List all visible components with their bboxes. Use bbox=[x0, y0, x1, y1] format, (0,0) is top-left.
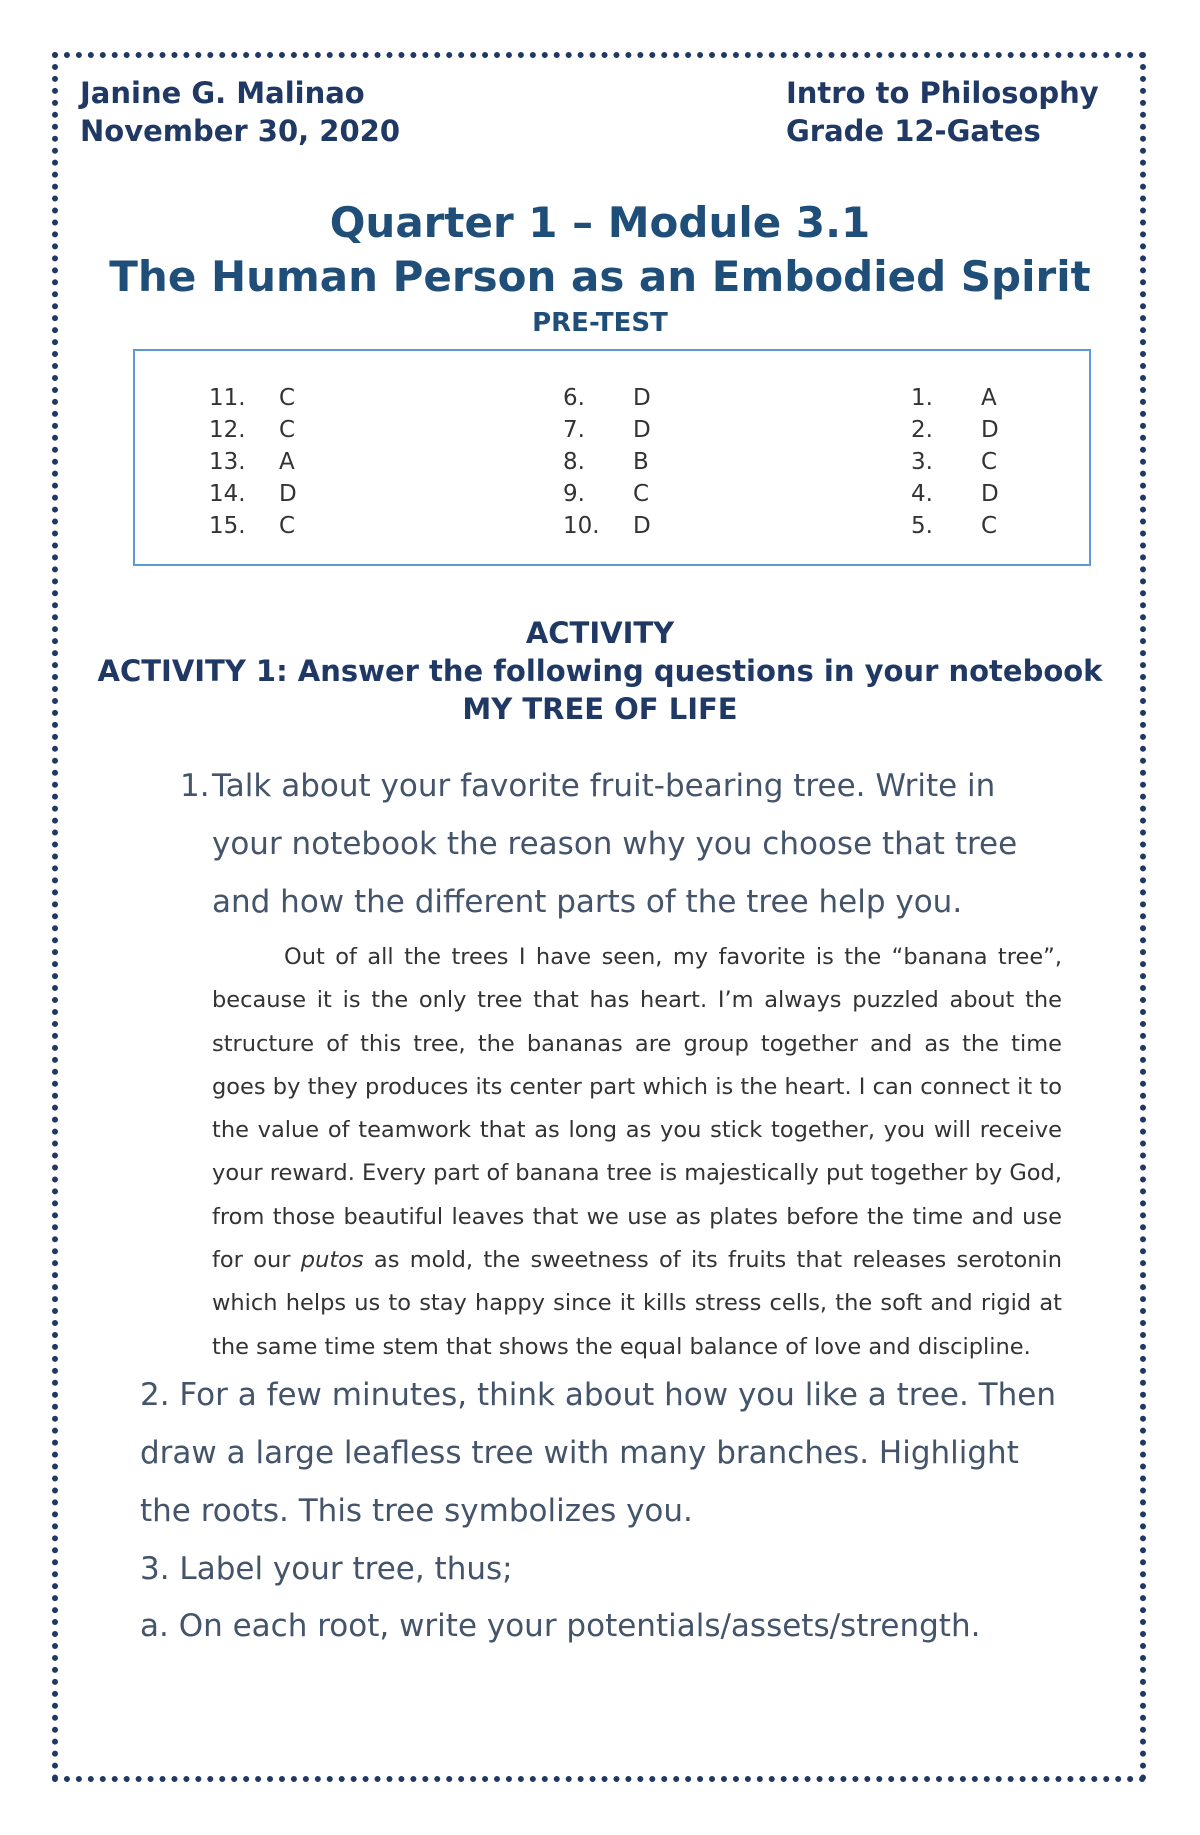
item-number: 14. bbox=[209, 481, 246, 507]
answer-row bbox=[209, 446, 409, 478]
answer-text-part-1: Out of all the trees I have seen, my favorite is the “banana tree”, because it is the only tree that has heart. I’m always puzzled about the structure of this tree, the bananas are group together and as the time goes by they produces its center part which is the heart. I can connect it to the value of teamwork that as long as you stick together, you will receive your reward. Every part of banana tree is majestically put together by God, from those beautiful leaves that we use as plates before the time and use for our bbox=[212, 944, 1062, 1274]
item-number: 15. bbox=[209, 513, 246, 539]
question-3: 3. Label your tree, thus; bbox=[140, 1551, 513, 1587]
submission-date: November 30, 2020 bbox=[80, 114, 400, 148]
student-name: Janine G. Malinao bbox=[80, 76, 365, 110]
course-info bbox=[786, 74, 1099, 150]
answer-text-part-2: as mold, the sweetness of its fruits that releases serotonin which helps us to stay happy since it kills stress cells, the soft and rigid at the same time stem that shows the equal balance of love and discipline. bbox=[212, 1247, 1063, 1360]
answer-italic-word: putos bbox=[300, 1247, 364, 1274]
activity-instructions: ACTIVITY 1: Answer the following questions in your notebook bbox=[97, 654, 1103, 688]
item-answer: C bbox=[279, 417, 296, 443]
item-number: 11. bbox=[209, 385, 246, 411]
item-answer: A bbox=[279, 449, 295, 475]
module-title: Quarter 1 – Module 3.1 bbox=[329, 198, 871, 247]
answer-column-2 bbox=[563, 382, 763, 542]
item-answer: D bbox=[633, 385, 651, 411]
item-answer: D bbox=[279, 481, 297, 507]
answer-row bbox=[563, 510, 763, 542]
answer-row bbox=[209, 478, 409, 510]
item-answer: C bbox=[981, 513, 998, 539]
answer-row bbox=[209, 510, 409, 542]
item-number: 10. bbox=[563, 513, 600, 539]
item-answer: D bbox=[981, 481, 999, 507]
question-2: 2. For a few minutes, think about how you like a tree. Then draw a large leafless tree with many branches. Highlight the roots. This tree symbolizes you. bbox=[140, 1377, 1056, 1529]
activity-heading: ACTIVITY bbox=[525, 616, 675, 650]
answer-row bbox=[563, 478, 763, 510]
item-answer: D bbox=[981, 417, 999, 443]
answer-row bbox=[911, 446, 1111, 478]
activity-title: MY TREE OF LIFE bbox=[462, 692, 738, 726]
answer-row bbox=[563, 414, 763, 446]
item-number: 1. bbox=[911, 385, 933, 411]
item-answer: C bbox=[279, 513, 296, 539]
item-number: 13. bbox=[209, 449, 246, 475]
item-number: 8. bbox=[563, 449, 585, 475]
item-number: 4. bbox=[911, 481, 933, 507]
item-number: 12. bbox=[209, 417, 246, 443]
item-number: 2. bbox=[911, 417, 933, 443]
item-number: 3. bbox=[911, 449, 933, 475]
item-number: 9. bbox=[563, 481, 585, 507]
answer-row bbox=[911, 382, 1111, 414]
item-number: 7. bbox=[563, 417, 585, 443]
answer-row bbox=[563, 382, 763, 414]
answer-row bbox=[911, 510, 1111, 542]
subject-name: Intro to Philosophy bbox=[786, 76, 1099, 110]
item-answer: A bbox=[981, 385, 997, 411]
answer-row bbox=[209, 414, 409, 446]
answer-row bbox=[911, 414, 1111, 446]
answer-row bbox=[209, 382, 409, 414]
item-answer: D bbox=[633, 513, 651, 539]
item-answer: D bbox=[633, 417, 651, 443]
item-number: 5. bbox=[911, 513, 933, 539]
item-number: 6. bbox=[563, 385, 585, 411]
answer-row bbox=[563, 446, 763, 478]
pretest-heading: PRE-TEST bbox=[532, 308, 668, 338]
question-1 bbox=[180, 757, 1060, 931]
answer-column-3 bbox=[911, 382, 1111, 542]
answer-row bbox=[911, 478, 1111, 510]
question-1-answer bbox=[212, 936, 1062, 1369]
question-3a: a. On each root, write your potentials/assets/strength. bbox=[140, 1608, 981, 1644]
item-answer: B bbox=[633, 449, 649, 475]
answer-column-1 bbox=[209, 382, 409, 542]
pretest-answer-box bbox=[133, 349, 1091, 566]
question-1-text: Talk about your favorite fruit-bearing tree. Write in your notebook the reason why you choose that tree and how the different parts of the tree help you. bbox=[212, 768, 1018, 920]
grade-section: Grade 12-Gates bbox=[786, 114, 1041, 148]
item-answer: C bbox=[981, 449, 998, 475]
question-1-number: 1. bbox=[180, 768, 210, 804]
item-answer: C bbox=[279, 385, 296, 411]
student-info bbox=[80, 74, 400, 150]
item-answer: C bbox=[633, 481, 650, 507]
topic-title: The Human Person as an Embodied Spirit bbox=[109, 252, 1091, 301]
